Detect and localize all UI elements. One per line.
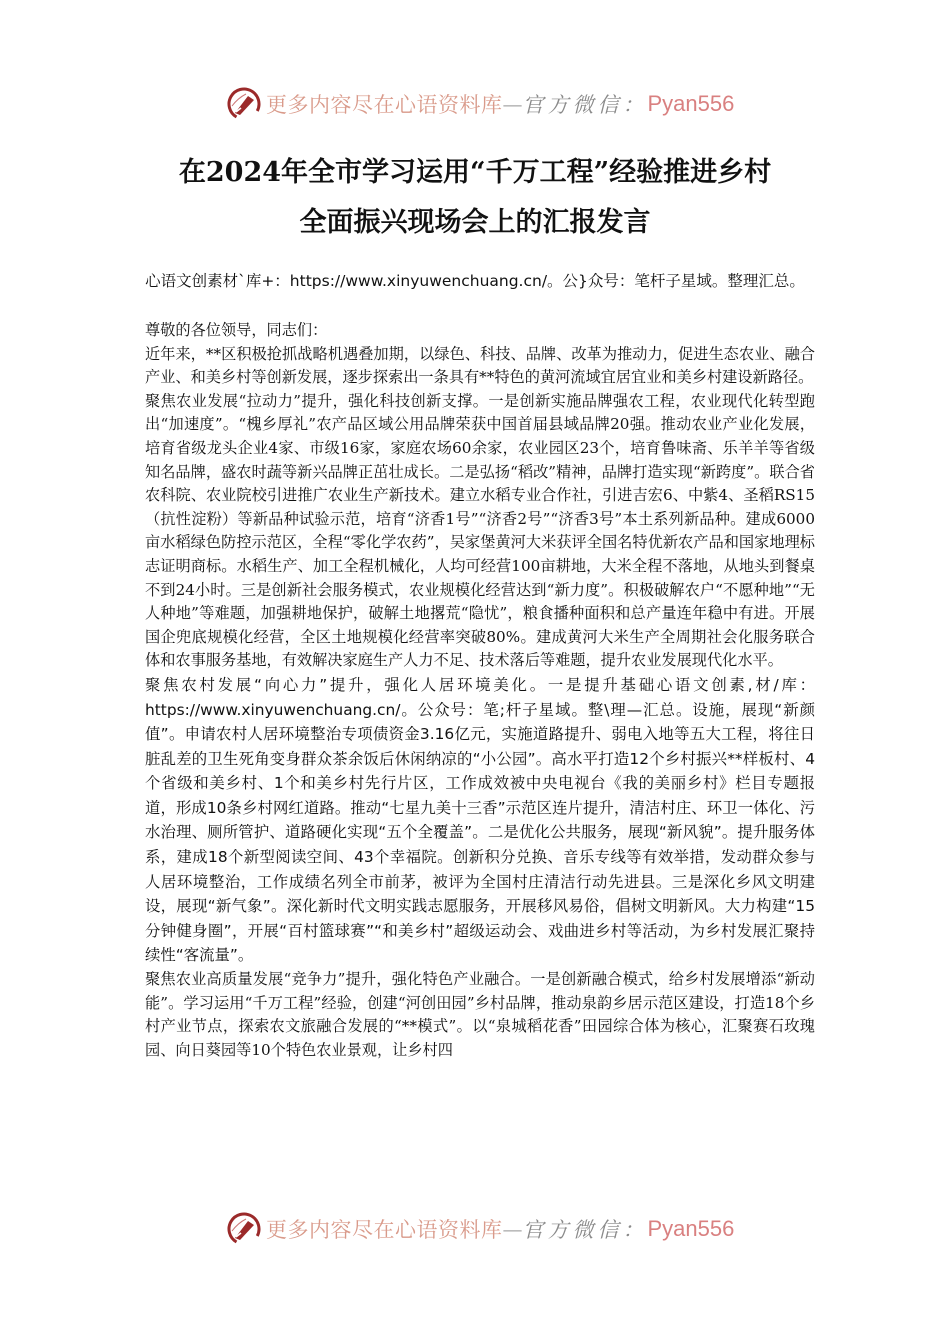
paragraph-rural-environment: 聚焦农村发展“向心力”提升，强化人居环境美化。一是提升基础心语文创素,材/库：https://www.xinyuwenchuang.cn/。公众号：笔;杆子星域。整\理—汇总。设施，展现“新颜值”。申请农村人居环境整治专项债资金3.16亿元，实施道路提升、弱电入地等五大工程，将往日脏乱差的卫生死角变身群众茶余饭后休闲纳凉的“小公园”。高水平打造12个乡村振兴**样板村、4个省级和美乡村、1个和美乡村先行片区，工作成效被中央电视台《我的美丽乡村》栏目专题报道，形成10条乡村网红道路。推动“七星九美十三香”示范区连片提升，清洁村庄、环卫一体化、污水治理、厕所管护、道路硬化实现“五个全覆盖”。二是优化公共服务，展现“新风貌”。提升服务体系，建成18个新型阅读空间、43个幸福院。创新积分兑换、音乐专线等有效举措，发动群众参与人居环境整治，工作成绩名列全市前茅，被评为全国村庄清洁行动先进县。三是深化乡风文明建设，展现“新气象”。深化新时代文明实践志愿服务，开展移风易俗，倡树文明新风。大力构建“15分钟健身圈”，开展“百村篮球赛”“和美乡村”超级运动会、戏曲进乡村等活动，为乡村发展汇聚持续性“客流量”。 [145,675,815,965]
banner-main-text: 更多内容尽在心语资料库 [266,93,503,117]
source-note: 心语文创素材`库+：https://www.xinyuwenchuang.cn/。公}众号：笔杆子星域。整理汇总。 [145,272,805,290]
banner-dash: — [502,92,523,116]
quill-pen-logo-icon [226,1211,262,1247]
footer-banner [226,1209,735,1249]
banner-wechat-label: 官方微信： [522,93,648,117]
document-body [145,319,815,1062]
banner-dash: — [502,1217,523,1241]
banner-wechat-id: Pyan556 [647,91,735,116]
document-title [130,148,820,248]
quill-pen-logo-icon [226,86,262,122]
paragraph-intro: 近年来，**区积极抢抓战略机遇叠加期，以绿色、科技、品牌、改革为推动力，促进生态农业、融合产业、和美乡村等创新发展，逐步探索出一条具有**特色的黄河流域宜居宜业和美乡村建设新路径。 [145,344,815,387]
salutation: 尊敬的各位领导，同志们： [145,321,328,339]
title-line-1: 在2024年全市学习运用“千万工程”经验推进乡村 [178,157,772,188]
banner-main-text: 更多内容尽在心语资料库 [266,1218,503,1242]
paragraph-industry-integration: 聚焦农业高质量发展“竞争力”提升，强化特色产业融合。一是创新融合模式，给乡村发展增添“新动能”。学习运用“千万工程”经验，创建“河创田园”乡村品牌，推动泉韵乡居示范区建设，打造18个乡村产业节点，探索农文旅融合发展的“**模式”。以“泉城稻花香”田园综合体为核心，汇聚赛石玫瑰园、向日葵园等10个特色农业景观，让乡村四 [145,970,815,1059]
header-banner [226,84,735,124]
title-line-2: 全面振兴现场会上的汇报发言 [299,207,651,238]
paragraph-agriculture: 聚焦农业发展“拉动力”提升，强化科技创新支撑。一是创新实施品牌强农工程，农业现代化转型跑出“加速度”。“槐乡厚礼”农产品区域公用品牌荣获中国首届县域品牌20强。推动农业产业化发展，培育省级龙头企业4家、市级16家，家庭农场60余家，农业园区23个，培育鲁味斋、乐羊羊等省级知名品牌，盛农时蔬等新兴品牌正茁壮成长。二是弘扬“稻改”精神，品牌打造实现“新跨度”。联合省农科院、农业院校引进推广农业生产新技术。建立水稻专业合作社，引进吉宏6、中紫4、圣稻RS15（抗性淀粉）等新品种试验示范，培育“济香1号”“济香2号”“济香3号”本土系列新品种。建成6000亩水稻绿色防控示范区，全程“零化学农药”，吴家堡黄河大米获评全国名特优新农产品和国家地理标志证明商标。水稻生产、加工全程机械化，人均可经营100亩耕地，大米全程不落地，从地头到餐桌不到24小时。三是创新社会服务模式，农业规模化经营达到“新力度”。积极破解农户“不愿种地”“无人种地”等难题，加强耕地保护，破解土地撂荒“隐忧”，粮食播种面积和总产量连年稳中有进。开展国企兜底规模化经营，全区土地规模化经营率突破80%。建成黄河大米生产全周期社会化服务联合体和农事服务基地，有效解决家庭生产人力不足、技术落后等难题，提升农业发展现代化水平。 [145,391,815,670]
banner-wechat-id: Pyan556 [647,1216,735,1241]
banner-wechat-label: 官方微信： [522,1218,648,1242]
